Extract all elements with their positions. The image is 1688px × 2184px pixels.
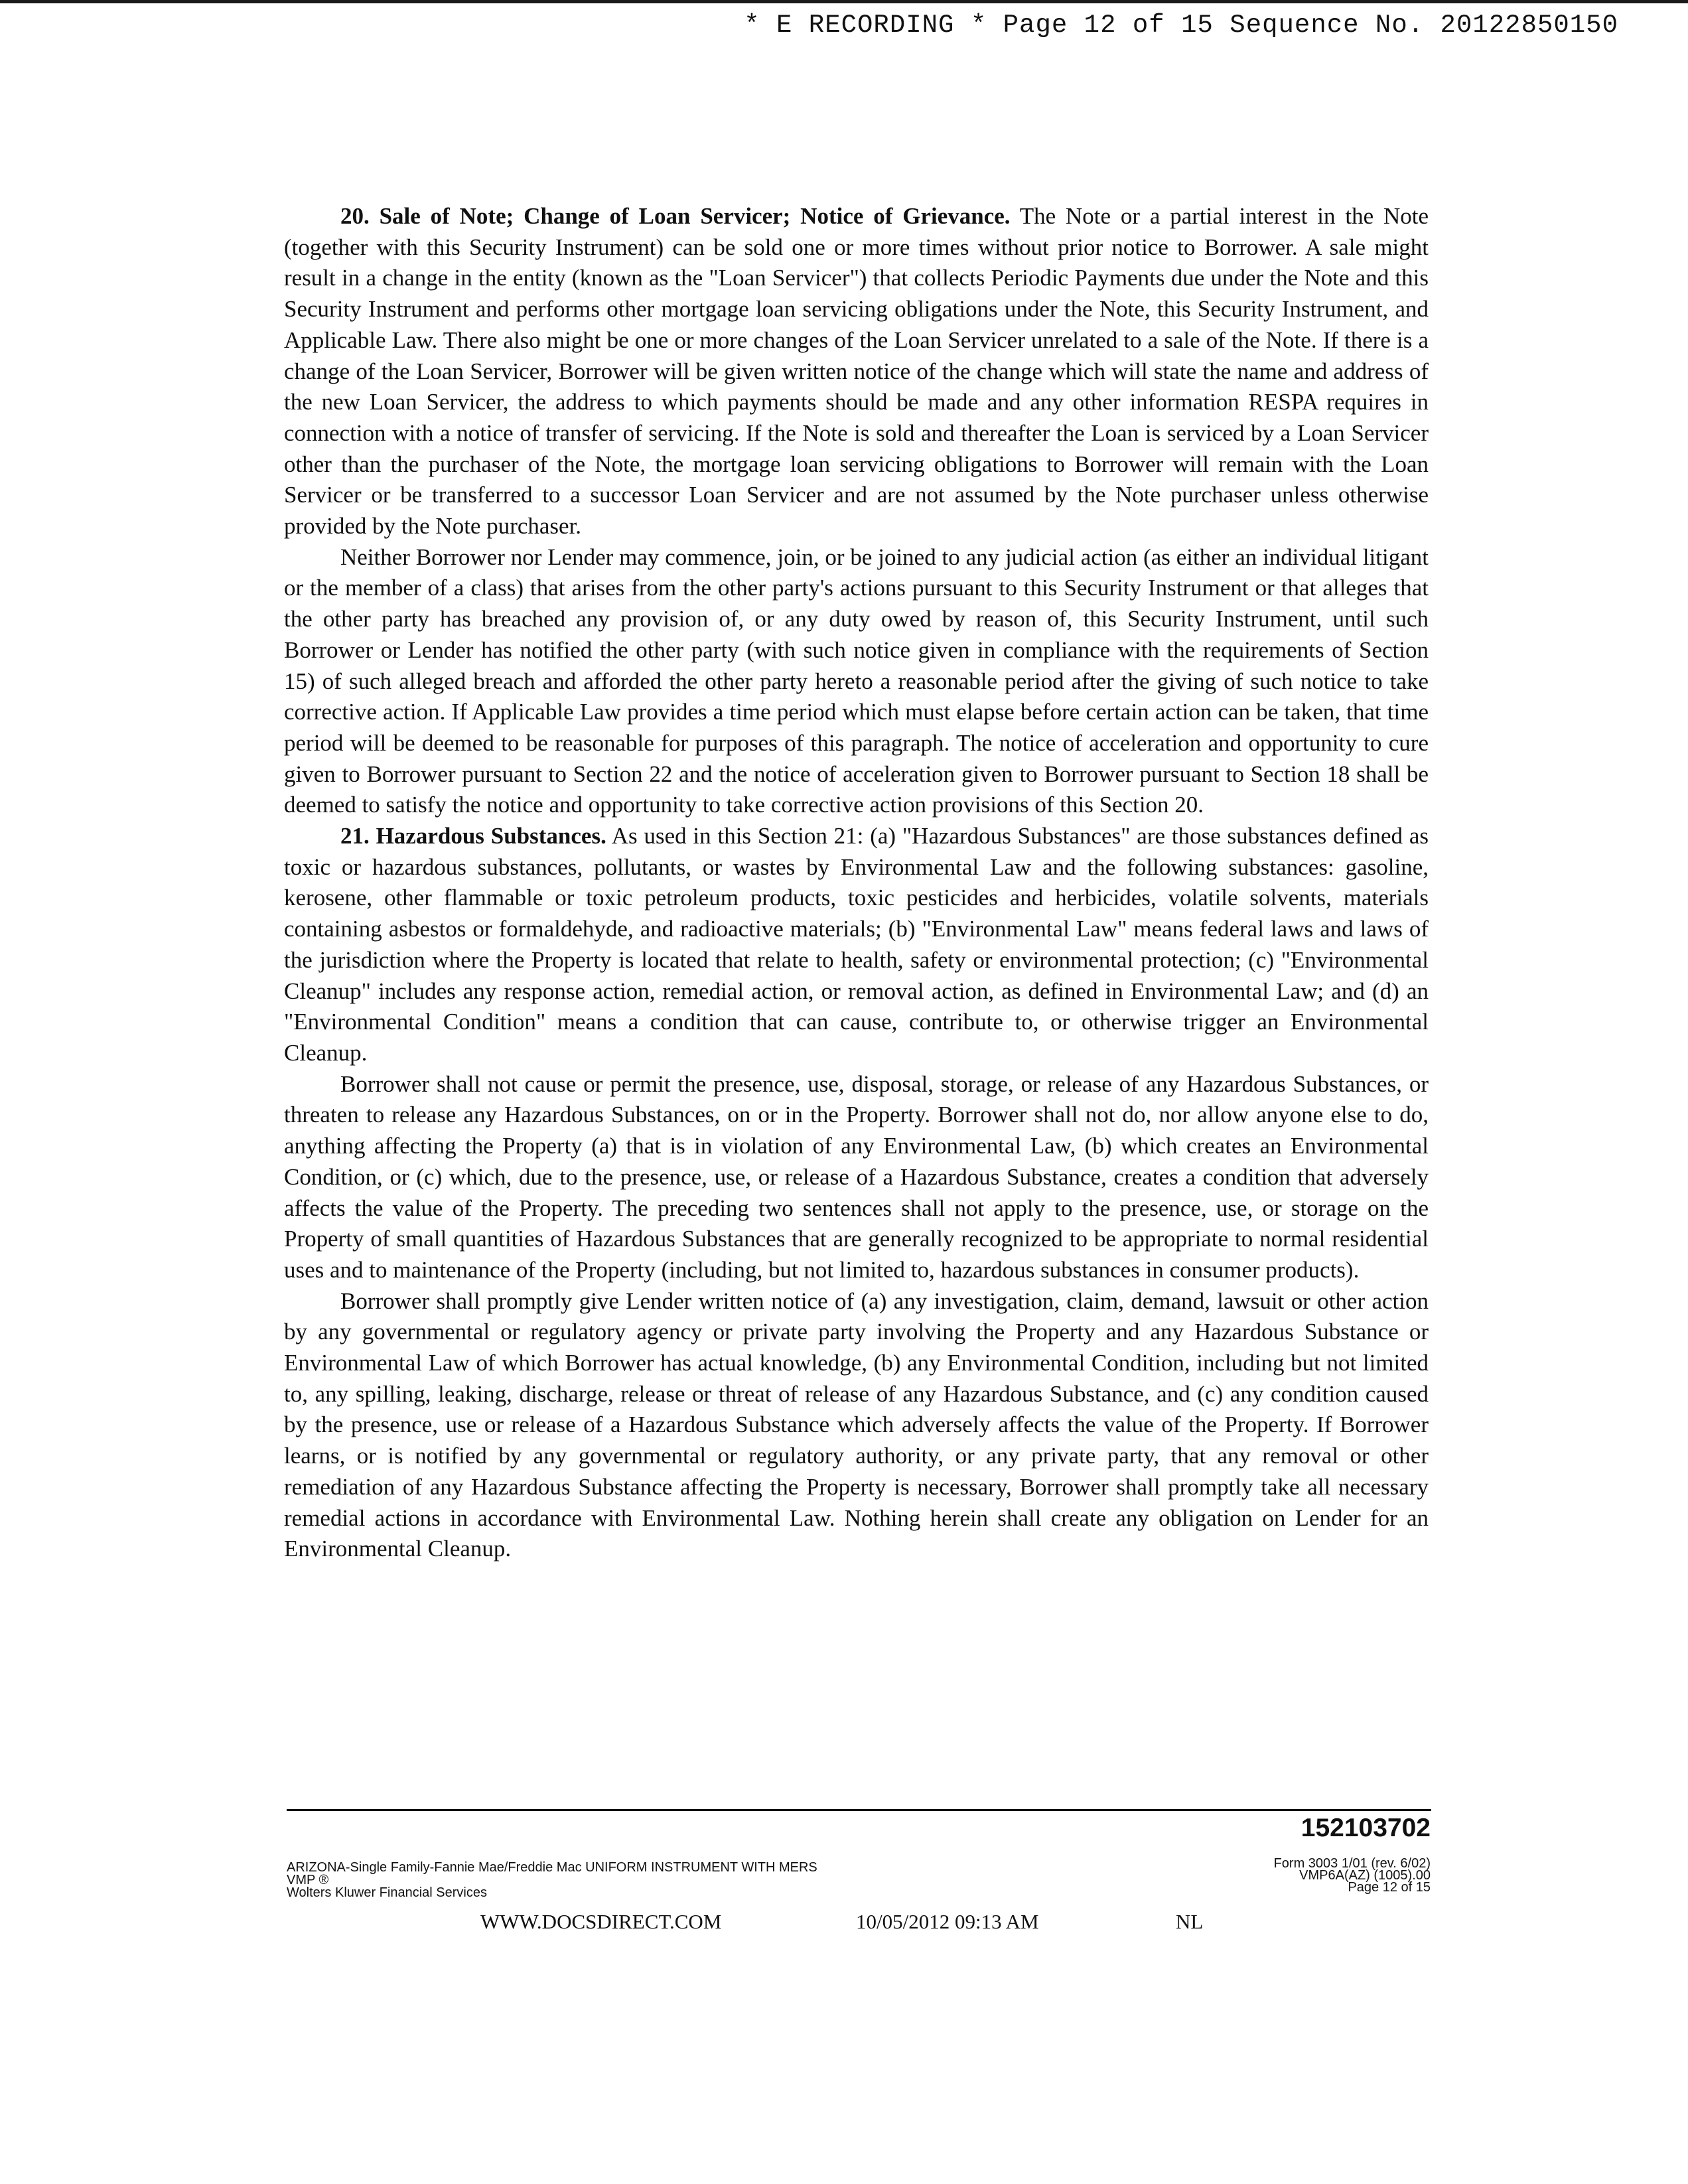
section-21-body: As used in this Section 21: (a) "Hazardous Substances" are those substances defined as toxic or hazardous substances, pollutants, or wastes by Environmental Law and the following substances: gasoline, kerosene, other flammable or toxic petroleum products, toxic pesticides and herbicides, volatile solvents, materials containing asbestos or formaldehyde, and radioactive materials; (b) "Environmental Law" means federal laws and laws of the jurisdiction where the Property is located that relate to health, safety or environmental protection; (c) "Environmental Cleanup" includes any response action, remedial action, or removal action, as defined in Environmental Law; and (d) an "Environmental Condition" means a condition that can cause, contribute to, or otherwise trigger an Environmental Cleanup. <box>284 823 1429 1066</box>
print-datetime: 10/05/2012 09:13 AM <box>856 1910 1039 1933</box>
footer-form-info <box>287 1861 817 1899</box>
form-code: VMP6A(AZ) (1005).00 <box>1299 1868 1431 1883</box>
section-21-number: 21. <box>340 823 370 849</box>
section-20-number: 20. <box>340 203 370 229</box>
website-url: WWW.DOCSDIRECT.COM <box>480 1910 722 1933</box>
document-body <box>284 201 1429 1565</box>
section-21-paragraph <box>284 821 1429 1069</box>
form-title: ARIZONA-Single Family-Fannie Mae/Freddie Mac UNIFORM INSTRUMENT WITH MERS <box>287 1860 817 1875</box>
section-20-heading: Sale of Note; Change of Loan Servicer; Notice of Grievance. <box>379 203 1011 229</box>
top-border-rule <box>0 0 1688 3</box>
footer-divider <box>287 1809 1431 1811</box>
loan-number: 152103702 <box>1301 1814 1431 1842</box>
page-label: Page 12 of 15 <box>1348 1880 1431 1895</box>
section-21-paragraph-2: Borrower shall not cause or permit the presence, use, disposal, storage, or release of any Hazardous Substances, or threaten to release any Hazardous Substances, on or in the Property. Borrower shall not do, nor allow anyone else to do, anything affecting the Property (a) that is in violation of any Environmental Law, (b) which creates an Environmental Condition, or (c) which, due to the presence, use, or release of a Hazardous Substance, creates a condition that adversely affects the value of the Property. The preceding two sentences shall not apply to the presence, use, or storage on the Property of small quantities of Hazardous Substances that are generally recognized to be appropriate to normal residential uses and to maintenance of the Property (including, but not limited to, hazardous substances in consumer products). <box>284 1070 1429 1283</box>
vmp-mark: VMP ® <box>287 1873 329 1887</box>
publisher-name: Wolters Kluwer Financial Services <box>287 1885 487 1900</box>
recording-header: * E RECORDING * Page 12 of 15 Sequence No. 20122850150 <box>744 11 1618 40</box>
section-20-paragraph <box>284 201 1429 542</box>
borrower-initials: NL <box>1176 1910 1204 1933</box>
form-number: Form 3003 1/01 (rev. 6/02) <box>1273 1856 1431 1871</box>
section-20-body: The Note or a partial interest in the Note (together with this Security Instrument) can be sold one or more times without prior notice to Borrower. A sale might result in a change in the entity (known as the "Loan Servicer") that collects Periodic Payments due under the Note and this Security Instrument and performs other mortgage loan servicing obligations under the Note, this Security Instrument, and Applicable Law. There also might be one or more changes of the Loan Servicer unrelated to a sale of the Note. If there is a change of the Loan Servicer, Borrower will be given written notice of the change which will state the name and address of the new Loan Servicer, the address to which payments should be made and any other information RESPA requires in connection with a notice of transfer of servicing. If the Note is sold and thereafter the Loan is serviced by a Loan Servicer other than the purchaser of the Note, the mortgage loan servicing obligations to Borrower will remain with the Loan Servicer or be transferred to a successor Loan Servicer and are not assumed by the Note purchaser unless otherwise provided by the Note purchaser. <box>284 203 1429 540</box>
footer-form-codes <box>1274 1857 1431 1893</box>
section-21-paragraph-3: Borrower shall promptly give Lender written notice of (a) any investigation, claim, demand, lawsuit or other action by any governmental or regulatory agency or private party involving the Property and any Hazardous Substance or Environmental Law of which Borrower has actual knowledge, (b) any Environmental Condition, including but not limited to, any spilling, leaking, discharge, release or threat of release of any Hazardous Substance, and (c) any condition caused by the presence, use or release of a Hazardous Substance which adversely affects the value of the Property. If Borrower learns, or is notified by any governmental or regulatory authority, or any private party, that any removal or other remediation of any Hazardous Substance affecting the Property is necessary, Borrower shall promptly take all necessary remedial actions in accordance with Environmental Law. Nothing herein shall create any obligation on Lender for an Environmental Cleanup. <box>284 1287 1429 1562</box>
section-20-paragraph-2: Neither Borrower nor Lender may commence, join, or be joined to any judicial action (as either an individual litigant or the member of a class) that arises from the other party's actions pursuant to this Security Instrument or that alleges that the other party has breached any provision of, or any duty owed by reason of, this Security Instrument, until such Borrower or Lender has notified the other party (with such notice given in compliance with the requirements of Section 15) of such alleged breach and afforded the other party hereto a reasonable period after the giving of such notice to take corrective action. If Applicable Law provides a time period which must elapse before certain action can be taken, that time period will be deemed to be reasonable for purposes of this paragraph. The notice of acceleration and opportunity to cure given to Borrower pursuant to Section 22 and the notice of acceleration given to Borrower pursuant to Section 18 shall be deemed to satisfy the notice and opportunity to take corrective action provisions of this Section 20. <box>284 544 1429 818</box>
section-21-heading: Hazardous Substances. <box>376 823 606 849</box>
